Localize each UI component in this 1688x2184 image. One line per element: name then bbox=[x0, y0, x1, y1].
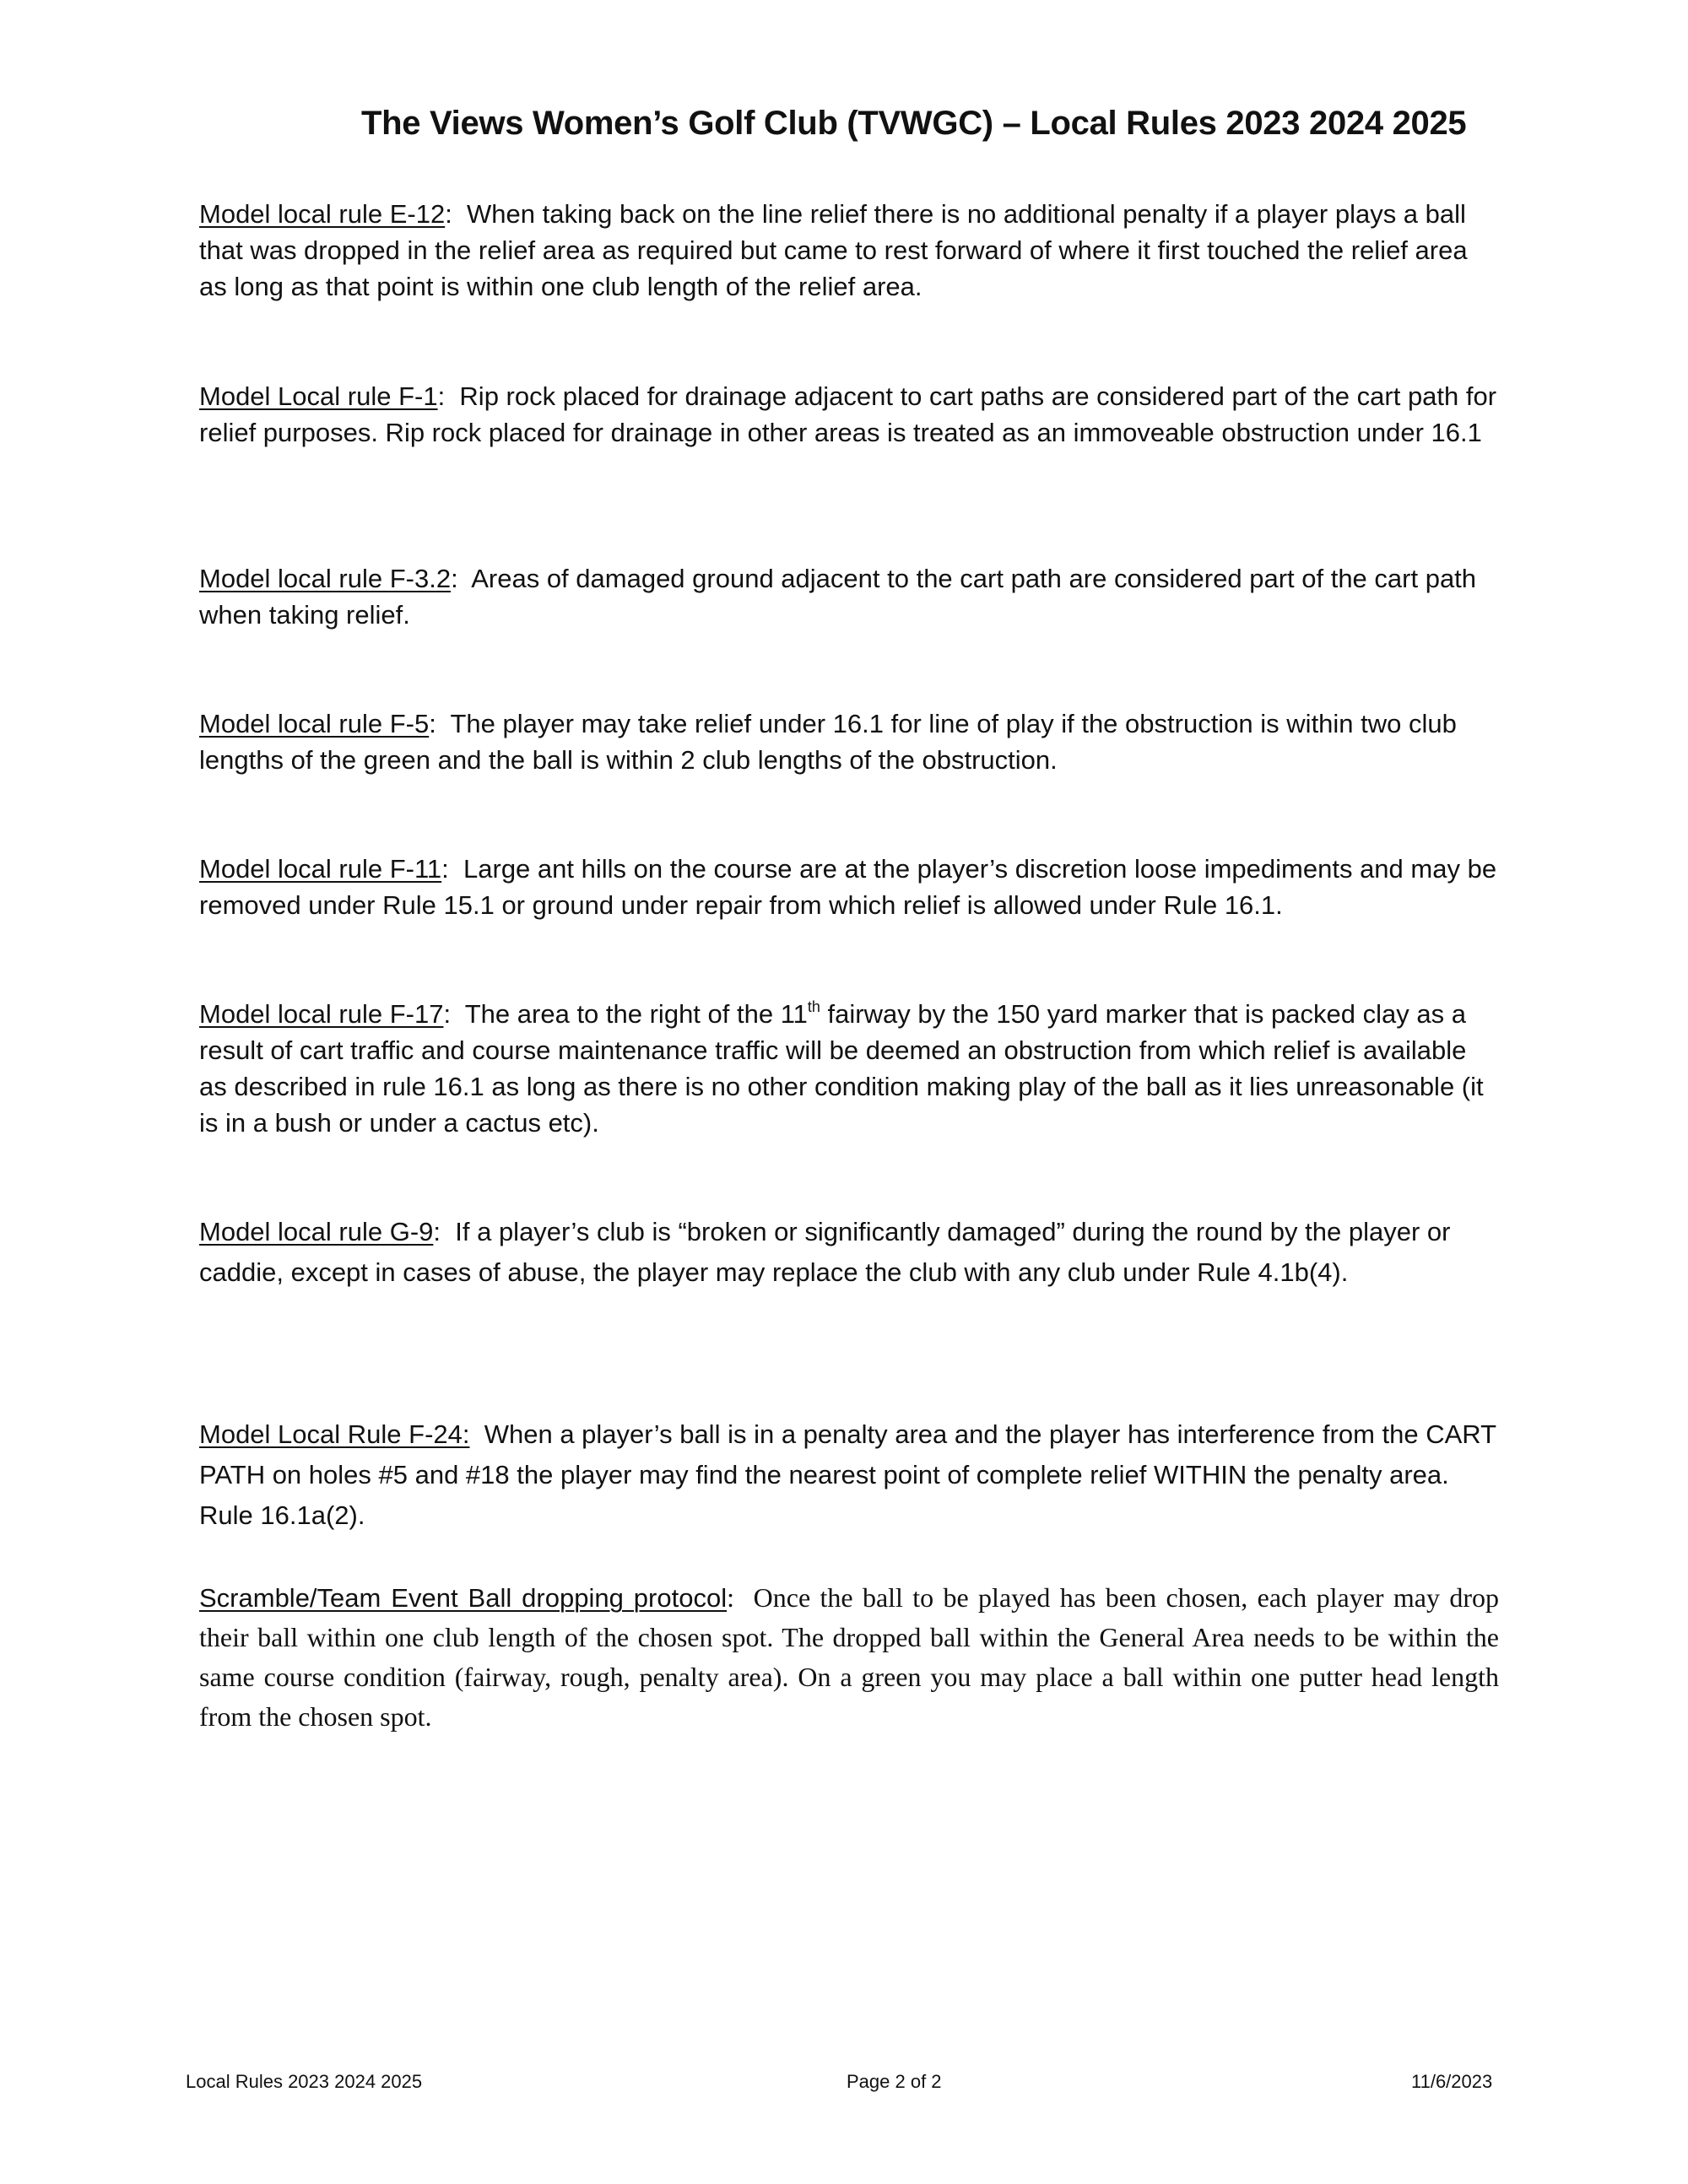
rule-text: Once the ball to be played has been chosen, each player may drop their ball within one club length of the chosen spot. The dropped ball within the General Area needs to be within the same course condition (fairway, rough, penalty area). On a green you may place a ball within one putter head length from the chosen spot. bbox=[199, 1582, 1499, 1732]
rule-text: When taking back on the line relief there is no additional penalty if a player plays a ball that was dropped in the relief area as required but came to rest forward of where it first touched the relief area as long as that point is within one club length of the relief area. bbox=[199, 199, 1468, 301]
rule-label: Model Local rule F-1 bbox=[199, 381, 438, 411]
footer-date: 11/6/2023 bbox=[1411, 2071, 1493, 2092]
rule-f-1: Model Local rule F-1: Rip rock placed for drainage adjacent to cart paths are considered part of the cart path for relief purposes. Rip rock placed for drainage in other areas is treated as an immoveable obstruction under 16.1 bbox=[199, 381, 1497, 447]
ordinal-suffix: th bbox=[807, 997, 820, 1015]
rule-label: Model local rule E-12 bbox=[199, 199, 446, 229]
rule-text: If a player’s club is “broken or significantly damaged” during the round by the player or caddie, except in cases of abuse, the player may replace the club with any club under Rule 4.1b(4). bbox=[199, 1217, 1451, 1287]
rule-text: The player may take relief under 16.1 for line of play if the obstruction is within two club lengths of the green and the ball is within 2 club lengths of the obstruction. bbox=[199, 709, 1457, 775]
rule-f-5: Model local rule F-5: The player may take relief under 16.1 for line of play if the obstruction is within two club lengths of the green and the ball is within 2 club lengths of the obstruction. bbox=[199, 709, 1457, 775]
rule-text: When a player’s ball is in a penalty area and the player has interference from the CART PATH on holes #5 and #18 the player may find the nearest point of complete relief WITHIN the penalty area. Rule 16.1a(2). bbox=[199, 1419, 1496, 1530]
rule-label: Model local rule F-17 bbox=[199, 999, 444, 1029]
rule-scramble-protocol: Scramble/Team Event Ball dropping protocol: Once the ball to be played has been chosen, each player may drop their ball within one club length of the chosen spot. The dropped ball within the General Area needs to be within the same course condition (fairway, rough, penalty area). On a green you may place a ball within one putter head length from the chosen spot. bbox=[199, 1582, 1499, 1732]
rule-label: Scramble/Team Event Ball dropping protocol bbox=[199, 1583, 728, 1613]
rule-f-24 bbox=[199, 1414, 1499, 1536]
rule-f-11: Model local rule F-11: Large ant hills on the course are at the player’s discretion loose impediments and may be removed under Rule 15.1 or ground under repair from which relief is allowed under Rule 16.1. bbox=[199, 854, 1497, 920]
rule-text: Large ant hills on the course are at the player’s discretion loose impediments and may be removed under Rule 15.1 or ground under repair from which relief is allowed under Rule 16.1. bbox=[199, 854, 1497, 920]
rule-e-12: Model local rule E-12: When taking back on the line relief there is no additional penalty if a player plays a ball that was dropped in the relief area as required but came to rest forward of where it first touched the relief area as long as that point is within one club length of the relief area. bbox=[199, 199, 1468, 301]
page-title: The Views Women’s Golf Club (TVWGC) – Local Rules 2023 2024 2025 bbox=[361, 105, 1467, 142]
rule-label: Model Local Rule F-24: bbox=[199, 1419, 470, 1449]
rule-f-3-2: Model local rule F-3.2: Areas of damaged ground adjacent to the cart path are considered part of the cart path when taking relief. bbox=[199, 564, 1477, 630]
rule-f-17: Model local rule F-17: The area to the right of the 11th fairway by the 150 yard marker that is packed clay as a result of cart traffic and course maintenance traffic will be deemed an obstruction from which relief is available as described in rule 16.1 as long as there is no other condition making play of the ball as it lies unreasonable (it is in a bush or under a cactus etc). bbox=[199, 997, 1484, 1138]
footer-document-name: Local Rules 2023 2024 2025 bbox=[186, 2071, 423, 2092]
rule-label: Model local rule G-9 bbox=[199, 1217, 434, 1246]
rule-text-after: fairway by the 150 yard marker that is packed clay as a result of cart traffic and course maintenance traffic will be deemed an obstruction from which relief is available as described in rule 16.1 as long as there is no other condition making play of the ball as it lies unreasonable (it is in a bush or under a cactus etc). bbox=[199, 999, 1484, 1138]
rule-label: Model local rule F-3.2 bbox=[199, 564, 452, 593]
footer-page-number: Page 2 of 2 bbox=[847, 2071, 942, 2092]
rule-label: Model local rule F-11 bbox=[199, 854, 442, 884]
rule-text: Rip rock placed for drainage adjacent to cart paths are considered part of the cart path for relief purposes. Rip rock placed for drainage in other areas is treated as an immoveable obstruction under 16.1 bbox=[199, 381, 1497, 447]
rule-text: Areas of damaged ground adjacent to the cart path are considered part of the cart path when taking relief. bbox=[199, 564, 1477, 630]
rule-label: Model local rule F-5 bbox=[199, 709, 430, 738]
rule-g-9: Model local rule G-9: If a player’s club is “broken or significantly damaged” during the round by the player or caddie, except in cases of abuse, the player may replace the club with any club under Rule 4.1b(4). bbox=[199, 1217, 1451, 1287]
rule-text-before: The area to the right of the 11 bbox=[464, 999, 808, 1029]
